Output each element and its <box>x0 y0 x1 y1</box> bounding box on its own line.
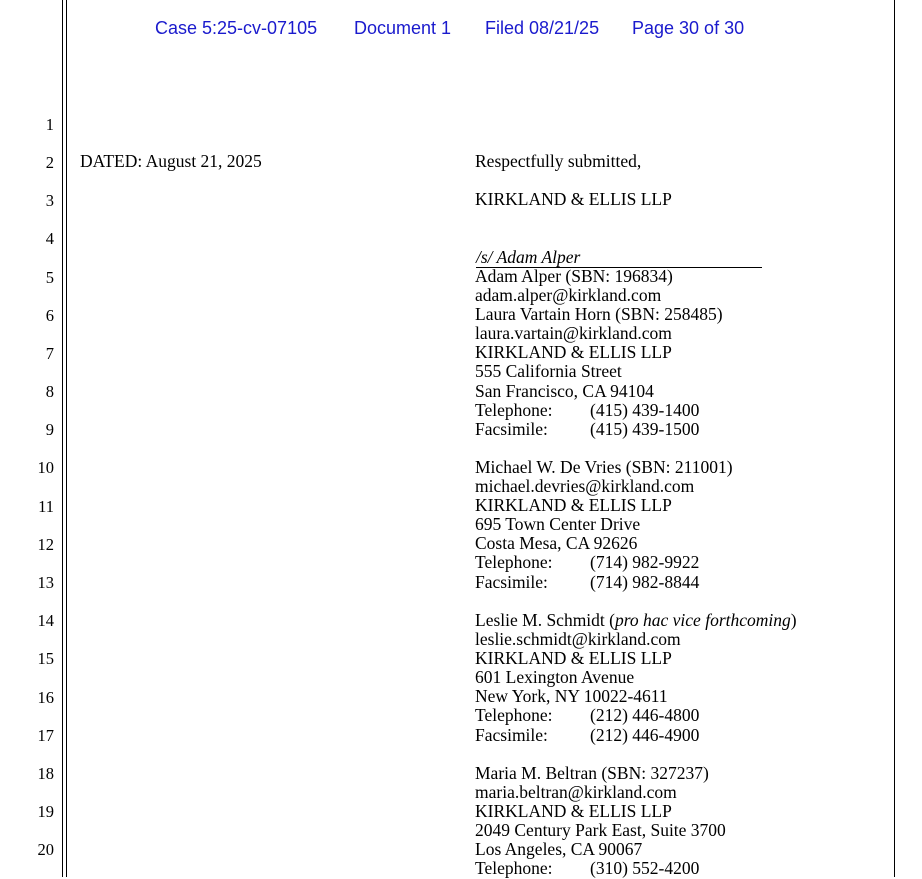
facsimile-number: (415) 439-1500 <box>590 418 700 439</box>
facsimile-row <box>475 726 797 745</box>
line-number: 14 <box>37 611 54 630</box>
dated-line: DATED: August 21, 2025 <box>80 151 262 171</box>
line-number: 19 <box>37 802 54 821</box>
city-address: New York, NY 10022-4611 <box>475 686 668 707</box>
line-number: 1 <box>45 115 54 134</box>
telephone-label: Telephone: <box>475 858 553 879</box>
line-number: 2 <box>45 153 54 172</box>
street-address: 601 Lexington Avenue <box>475 667 635 688</box>
attorney-name: Adam Alper (SBN: 196834) <box>475 266 673 286</box>
facsimile-label: Facsimile: <box>475 724 548 745</box>
attorney-name: Michael W. De Vries (SBN: 211001) <box>475 457 733 477</box>
case-number: Case 5:25-cv-07105 <box>155 18 318 38</box>
attorney-email: michael.devries@kirkland.com <box>475 476 695 497</box>
firm-name: KIRKLAND & ELLIS LLP <box>475 648 672 669</box>
telephone-number: (310) 552-4200 <box>590 858 700 879</box>
page-number: Page 30 of 30 <box>632 18 745 38</box>
firm-name: KIRKLAND & ELLIS LLP <box>475 342 672 363</box>
line-number: 3 <box>45 191 54 210</box>
telephone-label: Telephone: <box>475 399 553 420</box>
attorney-name-close: ) <box>790 610 797 630</box>
line-number: 6 <box>45 306 54 325</box>
firm-name: KIRKLAND & ELLIS LLP <box>475 801 672 822</box>
line-number: 4 <box>45 229 54 248</box>
telephone-number: (714) 982-9922 <box>590 552 700 573</box>
attorney-name: Leslie M. Schmidt ( <box>475 610 615 630</box>
line-number: 13 <box>37 573 54 592</box>
line-number: 10 <box>37 458 54 477</box>
line-number: 7 <box>45 344 54 363</box>
telephone-label: Telephone: <box>475 552 553 573</box>
closing: Respectfully submitted, <box>475 151 642 171</box>
facsimile-label: Facsimile: <box>475 571 548 592</box>
city-address: San Francisco, CA 94104 <box>475 380 654 401</box>
line-number: 20 <box>37 840 54 859</box>
facsimile-row <box>475 420 723 439</box>
telephone-row <box>475 553 733 572</box>
pro-hac-vice-note: pro hac vice forthcoming <box>614 610 791 630</box>
line-number: 8 <box>45 382 54 401</box>
right-margin-rule <box>894 0 895 877</box>
line-number: 17 <box>37 726 54 745</box>
line-number: 11 <box>38 497 54 516</box>
left-margin-rule-2 <box>66 0 67 877</box>
firm-name: KIRKLAND & ELLIS LLP <box>475 495 672 516</box>
firm-heading: KIRKLAND & ELLIS LLP <box>475 189 672 209</box>
attorney-email: laura.vartain@kirkland.com <box>475 323 672 344</box>
facsimile-number: (212) 446-4900 <box>590 724 700 745</box>
telephone-row <box>475 859 726 878</box>
line-number: 18 <box>37 764 54 783</box>
attorney-email: adam.alper@kirkland.com <box>475 285 662 306</box>
line-number: 12 <box>37 535 54 554</box>
street-address: 2049 Century Park East, Suite 3700 <box>475 820 726 841</box>
attorney-name-row <box>475 611 797 630</box>
telephone-row <box>475 706 797 725</box>
telephone-number: (212) 446-4800 <box>590 705 700 726</box>
city-address: Costa Mesa, CA 92626 <box>475 533 638 554</box>
street-address: 695 Town Center Drive <box>475 514 641 535</box>
line-number: 16 <box>37 688 54 707</box>
attorney-email: maria.beltran@kirkland.com <box>475 782 677 803</box>
attorney-email: leslie.schmidt@kirkland.com <box>475 629 681 650</box>
city-address: Los Angeles, CA 90067 <box>475 839 643 860</box>
attorney-block-3 <box>475 611 797 745</box>
attorney-block-4 <box>475 764 726 879</box>
telephone-number: (415) 439-1400 <box>590 399 700 420</box>
line-number: 5 <box>45 268 54 287</box>
attorney-name: Laura Vartain Horn (SBN: 258485) <box>475 304 723 325</box>
attorney-name: Maria M. Beltran (SBN: 327237) <box>475 763 709 783</box>
signature-line: /s/ Adam Alper <box>476 248 762 268</box>
street-address: 555 California Street <box>475 361 622 382</box>
filed-date: Filed 08/21/25 <box>485 18 600 38</box>
document-number: Document 1 <box>354 18 452 38</box>
line-number: 9 <box>45 420 54 439</box>
left-margin-rule-1 <box>62 0 63 877</box>
line-number: 15 <box>37 649 54 668</box>
attorney-block-2 <box>475 458 733 592</box>
attorney-block-1 <box>475 267 723 439</box>
telephone-label: Telephone: <box>475 705 553 726</box>
facsimile-label: Facsimile: <box>475 418 548 439</box>
facsimile-row <box>475 573 733 592</box>
telephone-row <box>475 401 723 420</box>
facsimile-number: (714) 982-8844 <box>590 571 700 592</box>
